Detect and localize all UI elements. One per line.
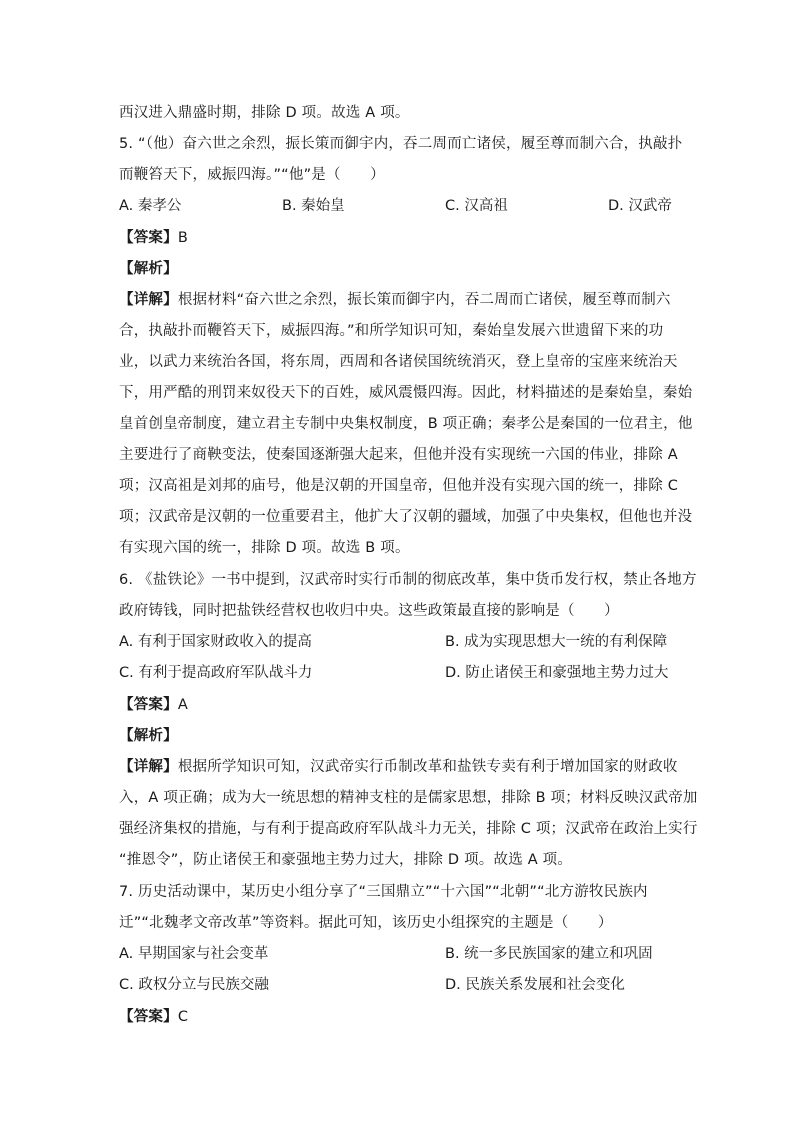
answer-value: A <box>177 697 188 713</box>
q5-detail-line-1: 【详解】根据材料“奋六世之余烈，振长策而御宇内，吞二周而亡诸侯，履至尊而制六 <box>119 292 671 308</box>
q6-option-a: A. 有利于国家财政收入的提高 <box>119 634 312 650</box>
answer-tag: 【答案】 <box>119 1009 178 1025</box>
answer-value: C <box>177 1009 189 1025</box>
q7-option-b: B. 统一多民族国家的建立和巩固 <box>445 946 653 962</box>
q5-option-a: A. 秦孝公 <box>119 198 182 214</box>
q5-detail-line-7: 项；汉高祖是刘邦的庙号，他是汉朝的开国皇帝，但他并没有实现六国的统一，排除 C <box>119 478 679 494</box>
q7-option-a: A. 早期国家与社会变革 <box>119 946 269 962</box>
q7-option-c: C. 政权分立与民族交融 <box>119 977 269 993</box>
q5-answer <box>119 228 188 248</box>
q6-detail-line-1: 【详解】根据所学知识可知，汉武帝实行币制改革和盐铁专卖有利于增加国家的财政收 <box>119 759 678 775</box>
q5-detail-line-4: 下，用严酷的刑罚来奴役天下的百姓，威风震慑四海。因此，材料描述的是秦始皇，秦始 <box>119 385 693 401</box>
q6-detail-line-3: 强经济集权的措施，与有利于提高政府军队战斗力无关，排除 C 项；汉武帝在政治上实行 <box>119 821 698 837</box>
q5-analysis-tag: 【解析】 <box>119 261 178 277</box>
detail-tag: 【详解】 <box>119 292 178 308</box>
q5-option-c: C. 汉高祖 <box>445 198 508 214</box>
q6-option-d: D. 防止诸侯王和豪强地主势力过大 <box>445 665 669 681</box>
answer-tag: 【答案】 <box>119 697 178 713</box>
q6-detail-line-2: 入，A 项正确；成为大一统思想的精神支柱的是儒家思想，排除 B 项；材料反映汉武帝加 <box>119 790 698 806</box>
q5-stem-line-2: 而鞭笞天下，威振四海。”“他”是（ ） <box>119 167 385 183</box>
q6-stem-line-1: 6. 《盐铁论》一书中提到，汉武帝时实行币制的彻底改革，集中货币发行权，禁止各地方 <box>119 572 697 588</box>
q5-detail-line-8: 项；汉武帝是汉朝的一位重要君主，他扩大了汉朝的疆域，加强了中央集权，但他也并没 <box>119 509 693 525</box>
q6-analysis-tag: 【解析】 <box>119 728 178 744</box>
answer-tag: 【答案】 <box>119 230 178 246</box>
q5-detail-line-3: 业，以武力来统治各国，将东周，西周和各诸侯国统统消灭，登上皇帝的宝座来统治天 <box>119 354 678 370</box>
q5-detail-line-5: 皇首创皇帝制度，建立君主专制中央集权制度，B 项正确；秦孝公是秦国的一位君主，他 <box>119 416 693 432</box>
q6-detail-line-4: “推恩令”，防止诸侯王和豪强地主势力过大，排除 D 项。故选 A 项。 <box>119 852 573 868</box>
q6-answer <box>119 695 188 715</box>
q6-stem-line-2: 政府铸钱，同时把盐铁经营权也收归中央。这些政策最直接的影响是（ ） <box>119 603 619 619</box>
q7-option-d: D. 民族关系发展和社会变化 <box>445 977 625 993</box>
q7-stem-line-1: 7. 历史活动课中，某历史小组分享了“三国鼎立”“十六国”“北朝”“北方游牧民族内 <box>119 884 648 900</box>
q7-stem-line-2: 迁”“北魏孝文帝改革”等资料。据此可知，该历史小组探究的主题是（ ） <box>119 915 613 931</box>
q7-answer <box>119 1007 188 1027</box>
q5-option-b: B. 秦始皇 <box>282 198 345 214</box>
q5-detail-line-2: 合，执敲扑而鞭笞天下，威振四海。”和所学知识可知，秦始皇发展六世遗留下来的功 <box>119 323 664 339</box>
q5-stem-line-1: 5. “（他）奋六世之余烈，振长策而御宇内，吞二周而亡诸侯，履至尊而制六合，执敲扑 <box>119 136 683 152</box>
q5-detail-line-9: 有实现六国的统一，排除 D 项。故选 B 项。 <box>119 540 410 556</box>
detail-tag: 【详解】 <box>119 759 178 775</box>
answer-value: B <box>177 230 188 246</box>
prev-explanation-end: 西汉进入鼎盛时期，排除 D 项。故选 A 项。 <box>119 105 410 121</box>
q6-option-c: C. 有利于提高政府军队战斗力 <box>119 665 313 681</box>
q5-option-d: D. 汉武帝 <box>608 198 672 214</box>
q6-option-b: B. 成为实现思想大一统的有利保障 <box>445 634 668 650</box>
q5-detail-line-6: 主要进行了商鞅变法，使秦国逐渐强大起来，但他并没有实现统一六国的伟业，排除 A <box>119 447 678 463</box>
